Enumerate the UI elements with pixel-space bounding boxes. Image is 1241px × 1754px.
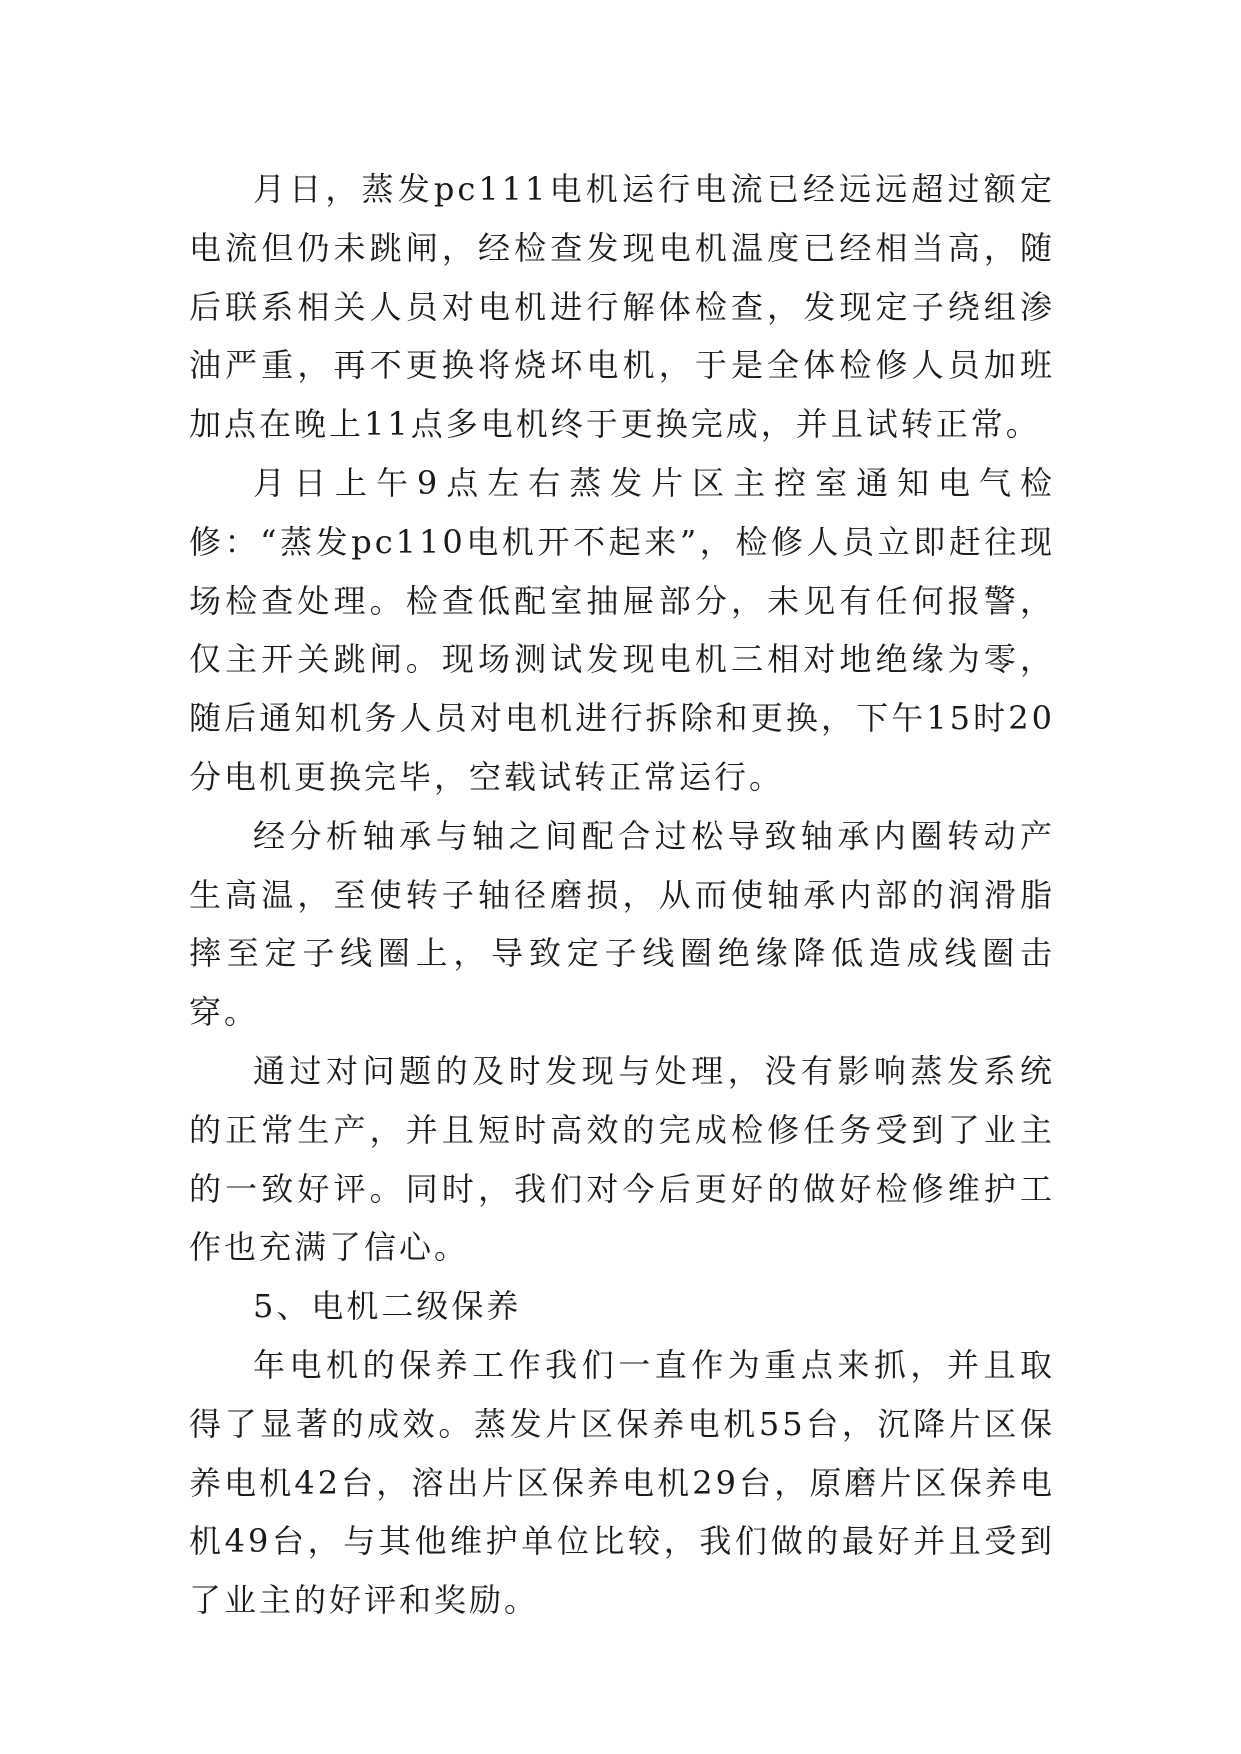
paragraph-outcome: 通过对问题的及时发现与处理，没有影响蒸发系统的正常生产，并且短时高效的完成检修任务受到了业主的一致好评。同时，我们对今后更好的做好检修维护工作也充满了信心。 (189, 1051, 1055, 1267)
paragraph-pc110-failure: 月日上午9点左右蒸发片区主控室通知电气检修：“蒸发pc110电机开不起来”，检修人员立即赶往现场检查处理。检查低配室抽屉部分，未见有任何报警，仅主开关跳闸。现场测试发现电机三相对地绝缘为零，随后通知机务人员对电机进行拆除和更换，下午15时20分电机更换完毕，空载试转正常运行。 (189, 463, 1055, 796)
section-heading-motor-maintenance: 5、电机二级保养 (253, 1287, 522, 1326)
document-body (189, 160, 1055, 1630)
paragraph-maintenance-results: 年电机的保养工作我们一直作为重点来抓，并且取得了显著的成效。蒸发片区保养电机55台，沉降片区保养电机42台，溶出片区保养电机29台，原磨片区保养电机49台，与其他维护单位比较，我们做的最好并且受到了业主的好评和奖励。 (189, 1345, 1055, 1620)
paragraph-motor-overcurrent: 月日，蒸发pc111电机运行电流已经远远超过额定电流但仍未跳闸，经检查发现电机温度已经相当高，随后联系相关人员对电机进行解体检查，发现定子绕组渗油严重，再不更换将烧坏电机，于是全体检修人员加班加点在晚上11点多电机终于更换完成，并且试转正常。 (189, 170, 1055, 444)
paragraph-cause-analysis: 经分析轴承与轴之间配合过松导致轴承内圈转动产生高温，至使转子轴径磨损，从而使轴承内部的润滑脂摔至定子线圈上，导致定子线圈绝缘降低造成线圈击穿。 (189, 816, 1055, 1032)
